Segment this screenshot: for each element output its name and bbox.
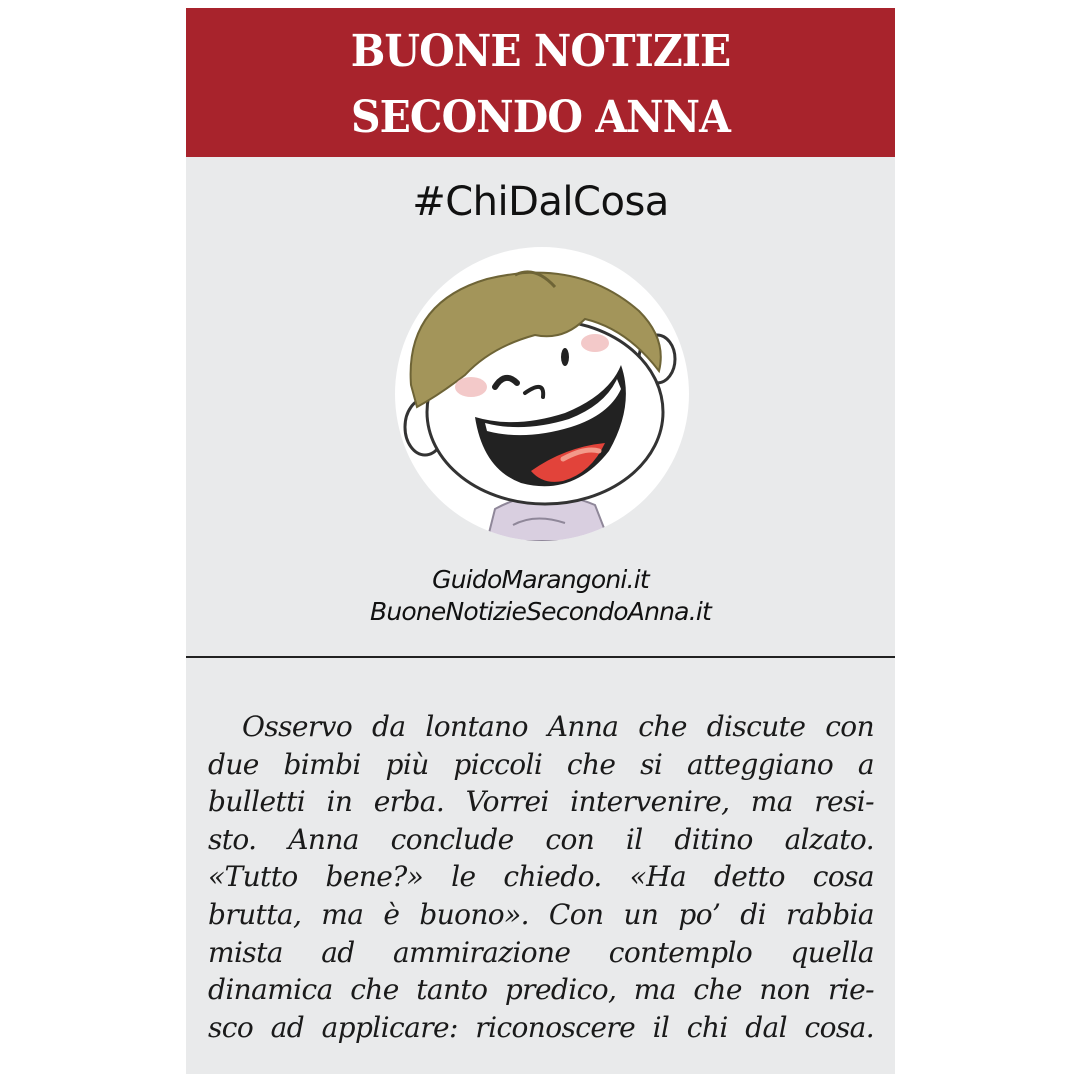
column-title-line-2: SECONDO ANNA bbox=[351, 92, 730, 143]
cartoon-child-face-icon bbox=[395, 247, 689, 541]
article-line: Osservo da lontano Anna che discute con bbox=[242, 710, 874, 743]
article-line: «Tutto bene?» le chiedo. «Ha detto cosa bbox=[208, 860, 874, 894]
website-link-guidomarangoni[interactable]: GuidoMarangoni.it bbox=[432, 565, 649, 594]
section-divider bbox=[186, 656, 895, 658]
hashtag-heading: #ChiDalCosa bbox=[412, 179, 669, 225]
article-line: bulletti in erba. Vorrei intervenire, ma resi- bbox=[208, 785, 874, 819]
column-title-banner bbox=[186, 8, 895, 157]
article-line: mista ad ammirazione contemplo quella bbox=[208, 935, 874, 969]
article-line: brutta, ma è buono». Con un po’ di rabbia bbox=[208, 897, 874, 931]
article-line: sto. Anna conclude con il ditino alzato. bbox=[208, 822, 874, 856]
article-line: sco ad applicare: riconoscere il chi dal cosa. bbox=[208, 1010, 874, 1044]
news-column-card bbox=[186, 8, 895, 1074]
website-links bbox=[186, 564, 895, 628]
column-title-line-1: BUONE NOTIZIE bbox=[350, 26, 731, 77]
article-body bbox=[208, 708, 874, 1046]
website-link-buonenotizie[interactable]: BuoneNotizieSecondoAnna.it bbox=[369, 597, 712, 626]
article-line: due bimbi più piccoli che si atteggiano a bbox=[208, 747, 874, 781]
article-line: dinamica che tanto predico, ma che non rie- bbox=[208, 973, 874, 1007]
